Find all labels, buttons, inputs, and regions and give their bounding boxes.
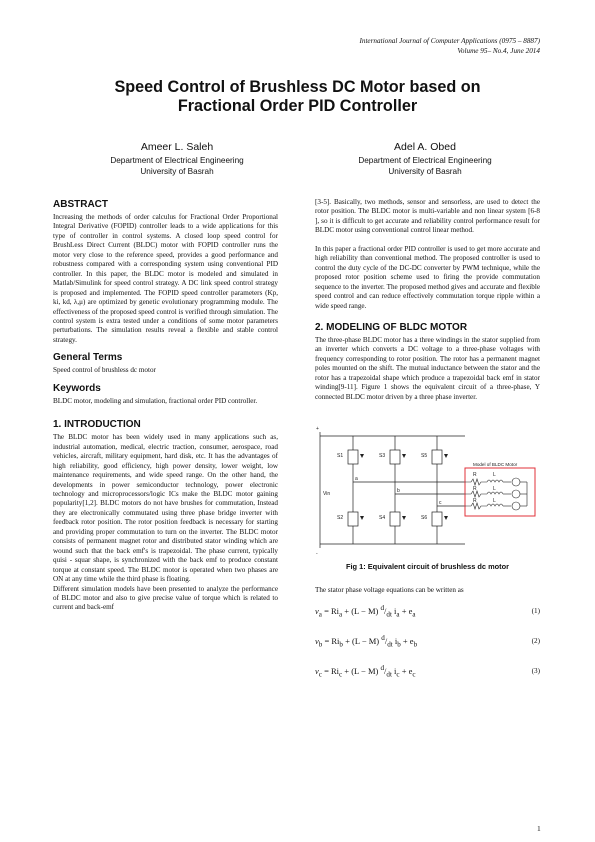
journal-header <box>359 36 540 56</box>
intro-paragraph-2: Different simulation models have been presented to analyze the performance of BLDC motor and also to give precise value of torque which is related to current and back-emf <box>53 584 278 612</box>
equation-body: $v_a = Ri_a + (L - M)$ $^d/_{dt}$ $i_a + e_a$ <box>315 604 416 619</box>
vin-label: Vin <box>323 491 331 498</box>
equation-number: (1) <box>531 607 540 616</box>
abstract-heading: ABSTRACT <box>53 199 108 210</box>
author-block-2 <box>310 142 540 177</box>
introduction-heading: 1. INTRODUCTION <box>53 419 141 431</box>
inductor-label: L <box>493 498 496 505</box>
journal-volume: Volume 95– No.4, June 2014 <box>457 47 540 55</box>
equation-intro: The stator phase voltage equations can be written as <box>315 585 464 594</box>
general-terms-text: Speed control of brushless dc motor <box>53 366 156 375</box>
resistor-label: R <box>473 472 477 479</box>
title-line-2: Fractional Order PID Controller <box>177 97 418 115</box>
author-name: Ameer L. Saleh <box>140 141 214 153</box>
right-column <box>315 198 540 679</box>
title-line-1: Speed Control of Brushless DC Motor based on <box>114 78 481 96</box>
equation-body: $v_b = Ri_b + (L - M)$ $^d/_{dt}$ $i_b + e_b$ <box>315 634 418 649</box>
right-paragraph-2: In this paper a fractional order PID controller is used to get more accurate and high reliability than conventional method. The proposed controller is used to control the duty cycle of the DC-DC converter by PWM technique, while the proposed rotor position scheme used to firing the provide commutation sequence to the inverter. The proposed method gives and accurate and flexible speed control and can reduce effectively commutation torque ripple within a wide speed range. <box>315 244 540 310</box>
keywords-heading: Keywords <box>53 382 101 394</box>
switch-label: S5 <box>421 453 428 460</box>
resistor-label: R <box>473 486 477 493</box>
general-terms-heading: General Terms <box>53 352 123 364</box>
equation-number: (3) <box>531 667 540 676</box>
author-univ: University of Basrah <box>388 167 462 176</box>
switch-label: S3 <box>379 453 386 460</box>
switch-label: S6 <box>421 515 428 522</box>
author-name: Adel A. Obed <box>394 141 456 153</box>
motor-model-label: Model of BLDC Motor <box>473 462 518 468</box>
circuit-diagram <box>315 420 540 560</box>
equation-3 <box>315 665 540 679</box>
resistor-label: R <box>473 498 477 505</box>
plus-label: + <box>316 426 319 433</box>
paper-title <box>60 78 535 116</box>
journal-name: International Journal of Computer Applications (0975 – 8887) <box>359 37 540 45</box>
abstract-text: Increasing the methods of order calculus for Fractional Order Proportional Integral Derivative (FOPID) controller leads to a wide applications for this type of controller in control systems. A closed loop speed control for BrushLess Direct Current (BLDC) motor with FOPID controller runs the motor very close to the reference speed, provides a good performance and robustness compared with a corresponding system using conventional PID controller. In this paper, the BLDC motor is modeled and simulated in Matlab/Simulink for speed control strategy. A DC link speed control strategy is proposed and implemented. The FOPID speed controller parameters (Kp, ki, kd, λ,μ) are optimized by genetic evolutionary programming module. The effectiveness of the proposed speed control is verified through simulation. The control system is extra tested under a conditions of some motor parameters perturbations. The simulation results reveal a flexible and stable control strategy. <box>53 213 278 344</box>
inductor-label: L <box>493 472 496 479</box>
minus-label: - <box>316 551 318 558</box>
switch-label: S4 <box>379 515 386 522</box>
switch-label: S2 <box>337 515 344 522</box>
keywords-text: BLDC motor, modeling and simulation, fractional order PID controller. <box>53 396 258 405</box>
modeling-heading: 2. MODELING OF BLDC MOTOR <box>315 321 468 333</box>
circuit-figure <box>315 420 540 560</box>
left-column <box>53 198 278 613</box>
intro-paragraph-1: The BLDC motor has been widely used in many applications such as, industrial automation, medical, electric traction, consumer, aerospace, road vehicles, aircraft, military equipment, hard disk, etc. It has the advantages of high reliability, good efficiency, high power density, lower weight, low maintenance requirements, and wide speed range. On the other hand, the developments in power semiconductor technology, power electronic technology and microprocessors/logic ICs make the BLDC motor gaining popularity[1,2]. BLDC motors do not have brushes for commutation, Instead they are electronically commutated using three phase bridge inverter with feedback rotor position. The rotor position feedback is necessary for starting and providing proper commutation to turn on the inverter. The BLDC motor consists of permanent magnet rotor and distributed stator winding which are wound such that the back emf's is trapezoidal. The phase current, typically quisi - squar shape, is synchronized with the back emf to produce constant torque at constant speed. The BLDC motor is operated when two phases are ON at any time while the third phase is floating. <box>53 433 278 584</box>
node-label: b <box>397 488 400 495</box>
author-block-1 <box>62 142 292 177</box>
equation-number: (2) <box>531 637 540 646</box>
author-univ: University of Basrah <box>140 167 214 176</box>
switch-label: S1 <box>337 453 344 460</box>
inductor-label: L <box>493 486 496 493</box>
figure-caption: Fig 1: Equivalent circuit of brushless dc motor <box>345 562 510 572</box>
author-dept: Department of Electrical Engineering <box>110 156 244 165</box>
node-label: c <box>439 500 442 507</box>
right-paragraph-1: [3-5]. Basically, two methods, sensor and sensorless, are used to detect the rotor position. The BLDC motor is multi-variable and non linear system [6-8 ], so it is difficult to get accurate and reliability control performance result for BLDC motor using conventional control linear method. <box>315 198 540 235</box>
author-dept: Department of Electrical Engineering <box>358 156 492 165</box>
page-number: 1 <box>537 824 541 833</box>
equation-body: $v_c = Ri_c + (L - M)$ $^d/_{dt}$ $i_c + e_c$ <box>315 664 416 679</box>
modeling-paragraph: The three-phase BLDC motor has a three windings in the stator supplied from an inverter which converts a DC voltage to a three-phase voltages with frequency corresponding to rotor position. The rotor has a permanent magnet poles mounted on the shift. The mutual inductance between the stator and the rotor has a trapezoidal shape which produce a trapezoidal back emf in stator winding[9-11]. Figure 1 shows the equivalent circuit of a three-phase, Y connected BLDC motor driven by a three phase inverter. <box>315 335 540 401</box>
equation-2 <box>315 635 540 649</box>
equation-1 <box>315 605 540 619</box>
node-label: a <box>355 476 358 483</box>
